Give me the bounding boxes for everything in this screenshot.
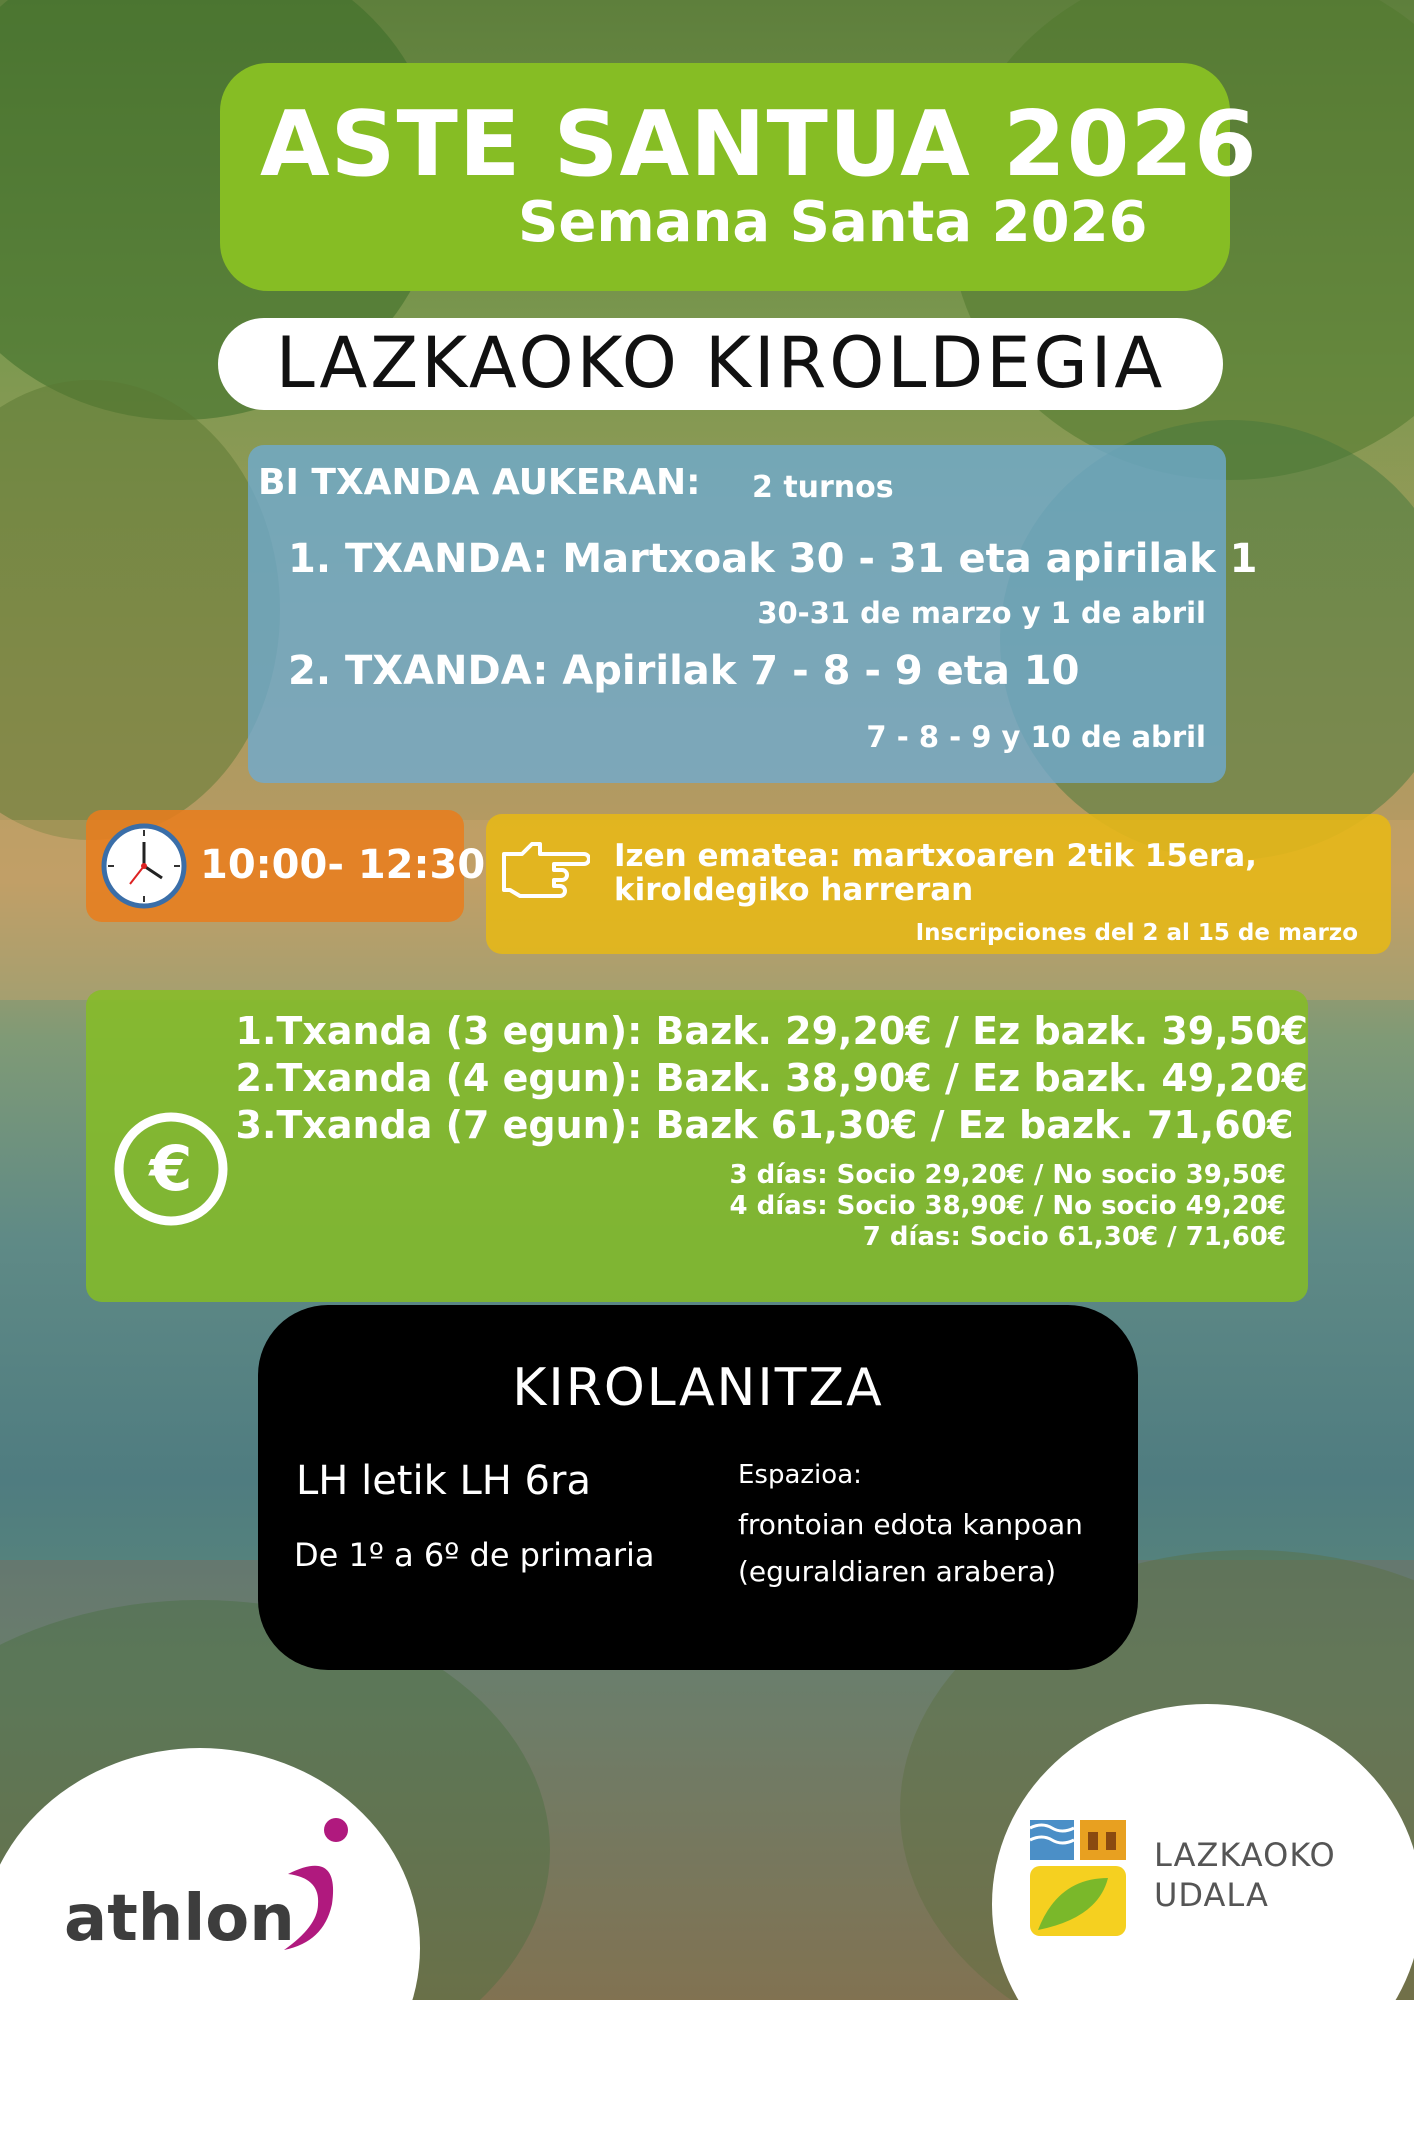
turns-heading-es: 2 turnos — [752, 470, 894, 505]
prices-eu-list — [236, 1008, 1308, 1149]
prices-es-list — [730, 1160, 1286, 1253]
page-subtitle: Semana Santa 2026 — [518, 190, 1148, 255]
price-eu-2: 2.Txanda (4 egun): Bazk. 38,90€ / Ez bazk. 49,20€ — [235, 1056, 1308, 1100]
svg-text:€: € — [149, 1132, 193, 1205]
price-es-1: 3 días: Socio 29,20€ / No socio 39,50€ — [729, 1160, 1286, 1190]
euro-icon — [112, 1110, 230, 1228]
activity-ages-eu: LH letik LH 6ra — [296, 1458, 591, 1504]
price-eu-1: 1.Txanda (3 egun): Bazk. 29,20€ / Ez bazk. 39,50€ — [235, 1009, 1308, 1053]
town-logo-line-1: LAZKAOKO — [1154, 1836, 1336, 1874]
activity-space-line-1: frontoian edotа kanpoan — [738, 1508, 1083, 1541]
schedule-time: 10:00- 12:30 — [200, 842, 486, 888]
activity-title: KIROLANITZA — [512, 1358, 884, 1418]
town-logo-line-2: UDALA — [1154, 1876, 1269, 1914]
registration-line-es: Inscripciones del 2 al 15 de marzo — [915, 920, 1358, 946]
price-es-3: 7 días: Socio 61,30€ / 71,60€ — [862, 1222, 1286, 1252]
turn-1-label-es: 30-31 de marzo y 1 de abril — [757, 596, 1206, 630]
turn-2-label: 2. TXANDA: Apirilak 7 - 8 - 9 eta 10 — [288, 648, 1080, 694]
page-title: ASTE SANTUA 2026 — [260, 92, 1258, 197]
activity-space-line-2: (eguraldiaren arabera) — [738, 1555, 1057, 1588]
turn-1-label: 1. TXANDA: Martxoak 30 - 31 eta apirilak 1 — [288, 536, 1258, 582]
activity-ages-es: De 1º a 6º de primaria — [294, 1536, 655, 1574]
price-es-2: 4 días: Socio 38,90€ / No socio 49,20€ — [729, 1191, 1286, 1221]
clock-icon — [100, 822, 188, 910]
registration-line-2: kiroldegiko harreran — [614, 872, 974, 908]
town-shield-icon — [1028, 1818, 1128, 1940]
turn-2-label-es: 7 - 8 - 9 y 10 de abril — [866, 720, 1206, 754]
pointing-hand-icon — [498, 832, 590, 902]
turns-heading: BI TXANDA AUKERAN: — [258, 462, 701, 503]
athlon-swoosh-icon — [280, 1808, 370, 1958]
registration-line-1: Izen ematea: martxoaren 2tik 15era, — [614, 838, 1257, 874]
activity-space-label: Espazioa: — [738, 1460, 862, 1490]
lazkaoko-udala-logo — [992, 1704, 1414, 2104]
price-eu-3: 3.Txanda (7 egun): Bazk 61,30€ / Ez bazk. 71,60€ — [235, 1103, 1294, 1147]
athlon-logo-text: athlon — [64, 1882, 295, 1956]
venue-name: LAZKAOKO KIROLDEGIA — [275, 322, 1166, 404]
athlon-logo — [0, 1748, 420, 2148]
